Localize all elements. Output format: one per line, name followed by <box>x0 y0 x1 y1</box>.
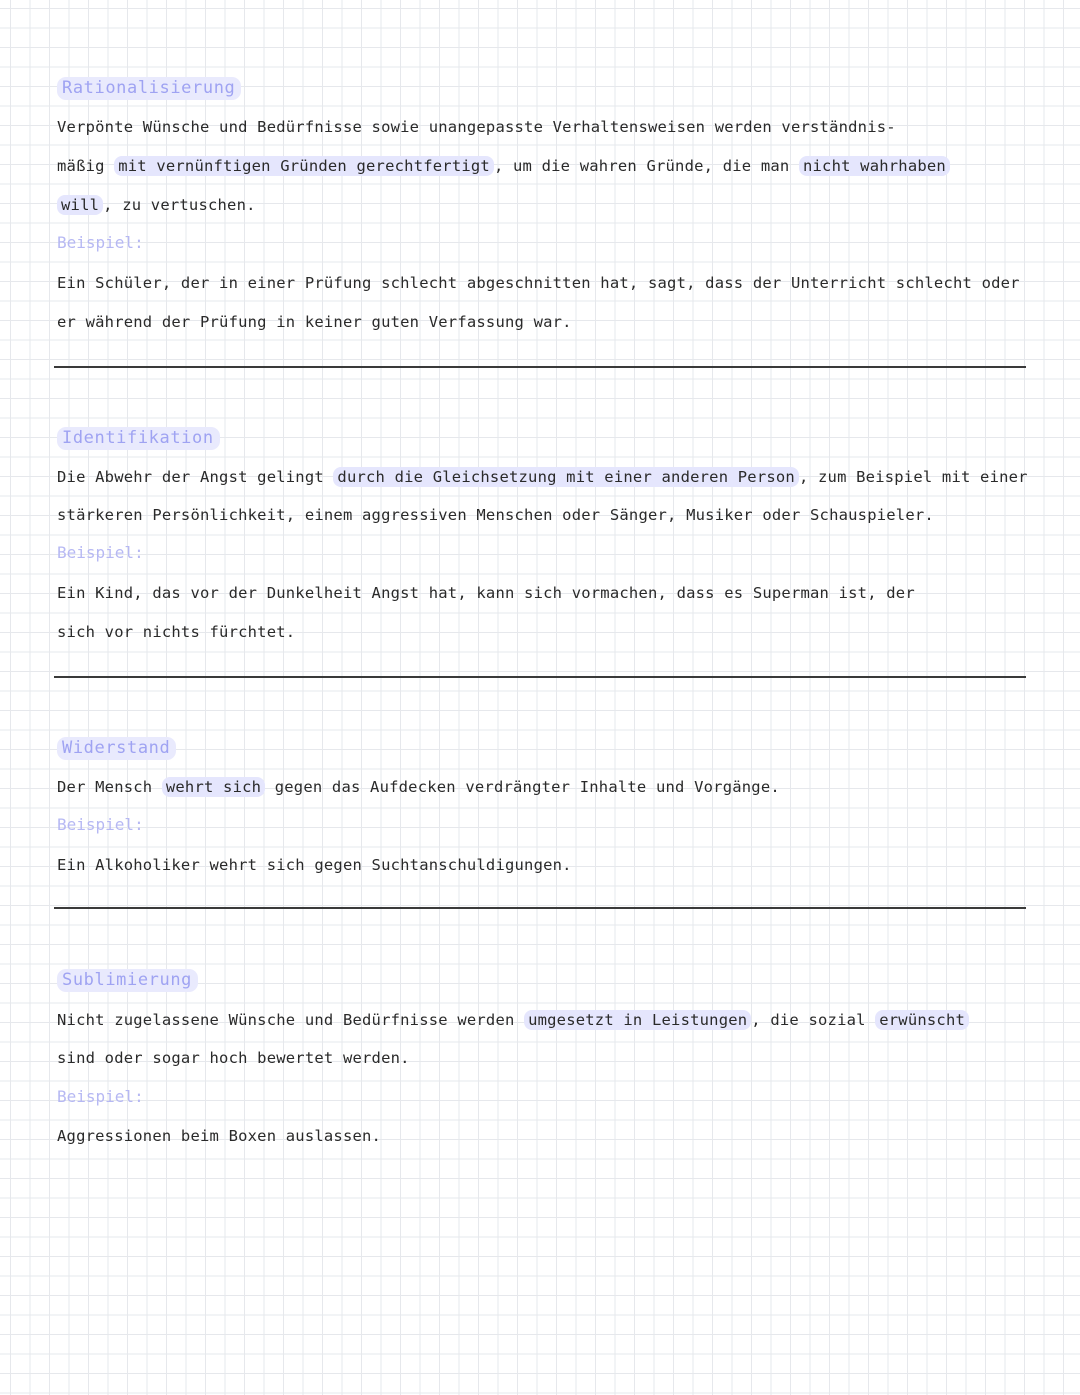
text-line: stärkeren Persönlichkeit, einem aggressiven Menschen oder Sänger, Musiker oder Schauspieler. <box>57 506 934 524</box>
example-line: Ein Kind, das vor der Dunkelheit Angst hat, kann sich vormachen, dass es Superman ist, der <box>57 584 915 602</box>
section-heading: Rationalisierung <box>57 77 241 100</box>
example-line: Ein Alkoholiker wehrt sich gegen Suchtanschuldigungen. <box>57 856 572 874</box>
example-line: Ein Schüler, der in einer Prüfung schlecht abgeschnitten hat, sagt, dass der Unterricht schlecht oder <box>57 274 1020 292</box>
highlight: will <box>57 195 103 215</box>
highlight: umgesetzt in Leistungen <box>524 1010 751 1030</box>
example-line: sich vor nichts fürchtet. <box>57 623 296 641</box>
section-divider <box>54 366 1026 368</box>
example-label: Beispiel: <box>57 1087 144 1106</box>
text-line: Nicht zugelassene Wünsche und Bedürfnisse werden umgesetzt in Leistungen , die sozial erwünscht <box>57 1009 969 1031</box>
example-line: er während der Prüfung in keiner guten Verfassung war. <box>57 313 572 331</box>
section-heading: Identifikation <box>57 427 220 450</box>
text-line: sind oder sogar hoch bewertet werden. <box>57 1049 410 1067</box>
section-heading: Sublimierung <box>57 969 198 992</box>
section-divider <box>54 907 1026 909</box>
section-heading: Widerstand <box>57 737 176 760</box>
text-line: mäßig mit vernünftigen Gründen gerechtfertigt , um die wahren Gründe, die man nicht wahrhaben <box>57 155 950 177</box>
text-line: will , zu vertuschen. <box>57 194 256 216</box>
section-divider <box>54 676 1026 678</box>
example-line: Aggressionen beim Boxen auslassen. <box>57 1127 382 1145</box>
highlight: nicht wahrhaben <box>799 156 950 176</box>
highlight: erwünscht <box>875 1010 969 1030</box>
highlight: durch die Gleichsetzung mit einer anderen Person <box>333 467 799 487</box>
highlight: mit vernünftigen Gründen gerechtfertigt <box>114 156 494 176</box>
text-line: Verpönte Wünsche und Bedürfnisse sowie unangepasste Verhaltensweisen werden verständnis- <box>57 118 896 136</box>
text-line: Die Abwehr der Angst gelingt durch die Gleichsetzung mit einer anderen Person , zum Beispiel mit einer <box>57 468 1028 486</box>
text-line: Der Mensch wehrt sich gegen das Aufdecken verdrängter Inhalte und Vorgänge. <box>57 778 780 796</box>
example-label: Beispiel: <box>57 233 144 252</box>
example-label: Beispiel: <box>57 543 144 562</box>
example-label: Beispiel: <box>57 815 144 834</box>
highlight: wehrt sich <box>162 777 265 797</box>
